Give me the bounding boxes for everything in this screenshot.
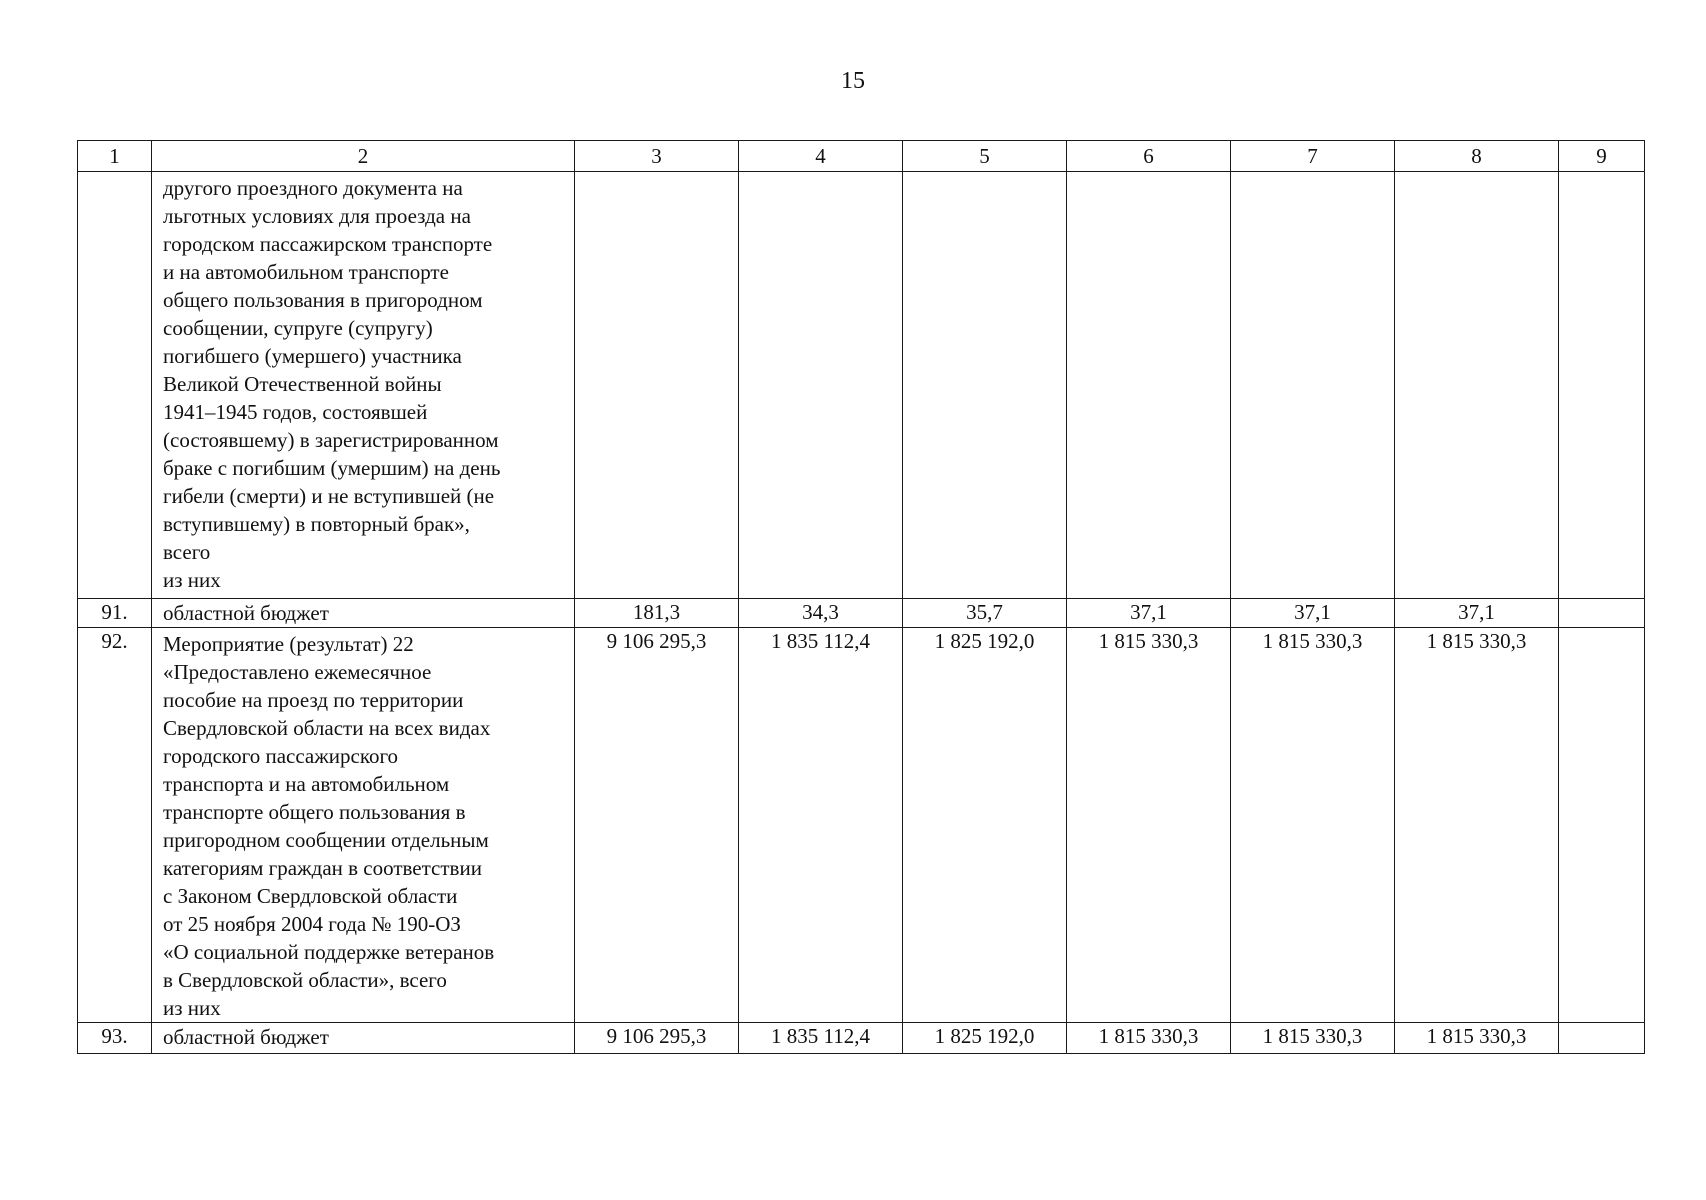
column-header: 7 <box>1231 141 1395 172</box>
column-header: 2 <box>152 141 575 172</box>
row-description: другого проездного документа на льготных условиях для проезда на городском пассажирском транспорте и на автомобильном транспорте общего пользования в пригородном сообщении, супруге (супругу) погибшего (умершего) участника Великой Отечественной войны 1941–1945 годов, состоявшей (состоявшему) в зарегистрированном браке с погибшим (умершим) на день гибели (смерти) и не вступившей (не вступившему) в повторный брак», всего из них <box>152 172 575 599</box>
row-value <box>575 172 739 599</box>
header-row <box>78 141 1645 172</box>
column-header: 9 <box>1559 141 1645 172</box>
row-description: областной бюджет <box>152 1023 575 1054</box>
row-value: 37,1 <box>1231 599 1395 628</box>
row-value <box>739 172 903 599</box>
row-value: 1 815 330,3 <box>1231 1023 1395 1054</box>
table-row <box>78 1023 1645 1054</box>
row-number: 92. <box>78 628 152 1023</box>
row-description: областной бюджет <box>152 599 575 628</box>
page-number: 15 <box>841 68 865 94</box>
row-value: 1 825 192,0 <box>903 1023 1067 1054</box>
column-header: 5 <box>903 141 1067 172</box>
row-value: 1 815 330,3 <box>1395 1023 1559 1054</box>
row-value: 37,1 <box>1395 599 1559 628</box>
row-number: 93. <box>78 1023 152 1054</box>
row-value: 9 106 295,3 <box>575 628 739 1023</box>
row-number: 91. <box>78 599 152 628</box>
row-value: 34,3 <box>739 599 903 628</box>
row-value <box>1559 628 1645 1023</box>
table-row <box>78 172 1645 599</box>
column-header: 1 <box>78 141 152 172</box>
row-value: 1 815 330,3 <box>1067 1023 1231 1054</box>
row-value <box>1395 172 1559 599</box>
row-value <box>1231 172 1395 599</box>
row-value <box>1067 172 1231 599</box>
row-value: 181,3 <box>575 599 739 628</box>
row-value: 1 815 330,3 <box>1231 628 1395 1023</box>
table-row <box>78 628 1645 1023</box>
row-value <box>1559 172 1645 599</box>
column-header: 8 <box>1395 141 1559 172</box>
table-row <box>78 599 1645 628</box>
row-value: 1 835 112,4 <box>739 628 903 1023</box>
column-header: 6 <box>1067 141 1231 172</box>
column-header: 4 <box>739 141 903 172</box>
row-number <box>78 172 152 599</box>
row-value: 37,1 <box>1067 599 1231 628</box>
row-value: 1 835 112,4 <box>739 1023 903 1054</box>
row-value <box>1559 1023 1645 1054</box>
row-description: Мероприятие (результат) 22 «Предоставлено ежемесячное пособие на проезд по территории Свердловской области на всех видах городского пассажирского транспорта и на автомобильном транспорте общего пользования в пригородном сообщении отдельным категориям граждан в соответствии с Законом Свердловской области от 25 ноября 2004 года № 190-ОЗ «О социальной поддержке ветеранов в Свердловской области», всего из них <box>152 628 575 1023</box>
row-value: 1 825 192,0 <box>903 628 1067 1023</box>
budget-table <box>77 140 1645 1054</box>
row-value: 35,7 <box>903 599 1067 628</box>
column-header: 3 <box>575 141 739 172</box>
row-value: 1 815 330,3 <box>1395 628 1559 1023</box>
row-value: 9 106 295,3 <box>575 1023 739 1054</box>
row-value: 1 815 330,3 <box>1067 628 1231 1023</box>
row-value <box>1559 599 1645 628</box>
row-value <box>903 172 1067 599</box>
